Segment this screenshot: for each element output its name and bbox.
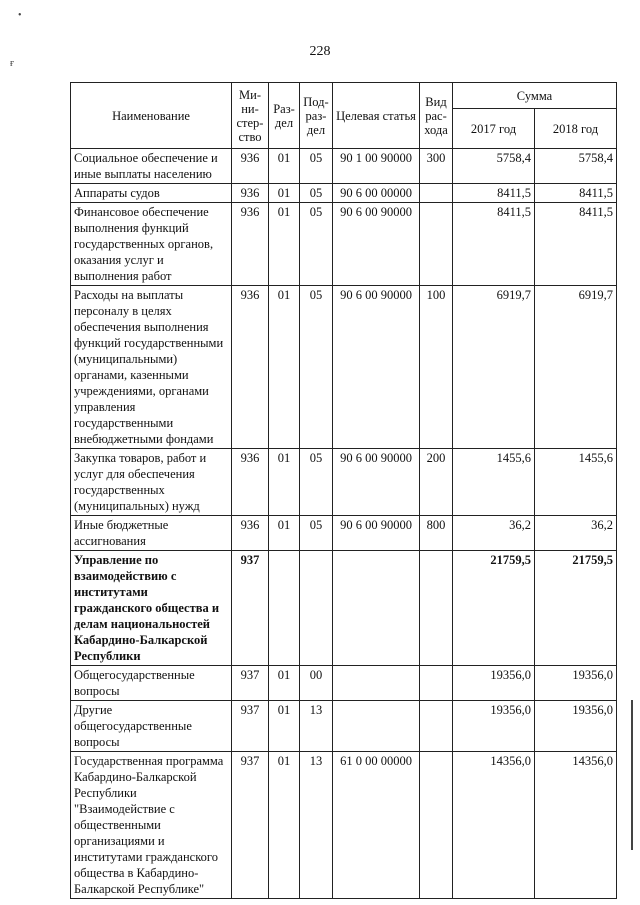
row-subsection: 05	[300, 184, 333, 203]
row-sum-2017: 21759,5	[453, 551, 535, 666]
table-body	[71, 149, 617, 899]
row-subsection: 13	[300, 701, 333, 752]
row-section: 01	[269, 516, 300, 551]
row-name: Другие общегосударственные вопросы	[71, 701, 232, 752]
row-subsection: 13	[300, 752, 333, 899]
row-section: 01	[269, 666, 300, 701]
row-sum-2017: 6919,7	[453, 286, 535, 449]
row-sum-2018: 19356,0	[535, 666, 617, 701]
table-row	[71, 666, 617, 701]
row-ministry: 936	[232, 516, 269, 551]
row-sum-2017: 14356,0	[453, 752, 535, 899]
row-name: Управление по взаимодействию с институтами гражданского общества и делам национальностей Кабардино-Балкарской Республики	[71, 551, 232, 666]
row-expense-type: 100	[420, 286, 453, 449]
row-expense-type	[420, 666, 453, 701]
scan-mark-dot: •	[18, 10, 22, 21]
row-ministry: 936	[232, 286, 269, 449]
row-name: Аппараты судов	[71, 184, 232, 203]
scan-mark-glyph: ғ	[10, 58, 15, 69]
row-ministry: 937	[232, 752, 269, 899]
row-section: 01	[269, 149, 300, 184]
row-sum-2018: 5758,4	[535, 149, 617, 184]
row-sum-2017: 8411,5	[453, 203, 535, 286]
header-year-2017: 2017 год	[453, 109, 535, 149]
row-ministry: 937	[232, 666, 269, 701]
table-row	[71, 551, 617, 666]
table-row	[71, 752, 617, 899]
row-expense-type: 300	[420, 149, 453, 184]
row-subsection: 00	[300, 666, 333, 701]
header-target: Целевая статья	[333, 83, 420, 149]
header-name: Наименование	[71, 83, 232, 149]
row-expense-type: 800	[420, 516, 453, 551]
page-number: 228	[309, 44, 331, 59]
row-sum-2018: 14356,0	[535, 752, 617, 899]
row-sum-2018: 6919,7	[535, 286, 617, 449]
row-target: 90 6 00 90000	[333, 203, 420, 286]
row-section: 01	[269, 203, 300, 286]
table-row	[71, 701, 617, 752]
row-name: Государственная программа Кабардино-Балкарской Республики "Взаимодействие с общественными организациями и институтами гражданского общества в Кабардино-Балкарской Республике"	[71, 752, 232, 899]
row-sum-2018: 8411,5	[535, 203, 617, 286]
row-sum-2017: 8411,5	[453, 184, 535, 203]
row-subsection: 05	[300, 449, 333, 516]
row-ministry: 937	[232, 551, 269, 666]
table-row	[71, 149, 617, 184]
budget-table	[70, 82, 617, 899]
row-subsection: 05	[300, 516, 333, 551]
header-section: Раз-дел	[269, 83, 300, 149]
row-target	[333, 701, 420, 752]
row-section: 01	[269, 449, 300, 516]
row-sum-2018: 21759,5	[535, 551, 617, 666]
row-target: 90 6 00 00000	[333, 184, 420, 203]
row-target: 61 0 00 00000	[333, 752, 420, 899]
row-subsection: 05	[300, 286, 333, 449]
row-name: Социальное обеспечение и иные выплаты населению	[71, 149, 232, 184]
row-section: 01	[269, 752, 300, 899]
table-row	[71, 286, 617, 449]
row-expense-type	[420, 551, 453, 666]
row-target	[333, 551, 420, 666]
table-row	[71, 203, 617, 286]
row-ministry: 936	[232, 184, 269, 203]
row-sum-2017: 5758,4	[453, 149, 535, 184]
row-subsection	[300, 551, 333, 666]
header-expense-type: Вид рас-хода	[420, 83, 453, 149]
row-expense-type	[420, 701, 453, 752]
row-name: Иные бюджетные ассигнования	[71, 516, 232, 551]
table-row	[71, 516, 617, 551]
row-target: 90 1 00 90000	[333, 149, 420, 184]
table-row	[71, 449, 617, 516]
header-sum: Сумма	[453, 83, 617, 109]
row-target: 90 6 00 90000	[333, 449, 420, 516]
row-sum-2017: 19356,0	[453, 666, 535, 701]
row-section: 01	[269, 286, 300, 449]
row-name: Общегосударственные вопросы	[71, 666, 232, 701]
row-sum-2017: 1455,6	[453, 449, 535, 516]
row-sum-2018: 19356,0	[535, 701, 617, 752]
row-sum-2017: 19356,0	[453, 701, 535, 752]
row-section	[269, 551, 300, 666]
row-section: 01	[269, 184, 300, 203]
header-year-2018: 2018 год	[535, 109, 617, 149]
row-section: 01	[269, 701, 300, 752]
row-ministry: 937	[232, 701, 269, 752]
header-ministry: Ми-ни-стер-ство	[232, 83, 269, 149]
row-ministry: 936	[232, 149, 269, 184]
row-name: Расходы на выплаты персоналу в целях обеспечения выполнения функций государственными (муниципальными) органами, казенными учреждениями, органами управления государственными внебюджетными фондами	[71, 286, 232, 449]
row-sum-2018: 8411,5	[535, 184, 617, 203]
row-ministry: 936	[232, 203, 269, 286]
row-subsection: 05	[300, 149, 333, 184]
row-sum-2017: 36,2	[453, 516, 535, 551]
row-sum-2018: 36,2	[535, 516, 617, 551]
row-target: 90 6 00 90000	[333, 516, 420, 551]
row-target	[333, 666, 420, 701]
table-row	[71, 184, 617, 203]
row-target: 90 6 00 90000	[333, 286, 420, 449]
scan-margin-line	[631, 700, 633, 850]
row-name: Финансовое обеспечение выполнения функций государственных органов, оказания услуг и выполнения работ	[71, 203, 232, 286]
row-expense-type	[420, 203, 453, 286]
row-expense-type	[420, 184, 453, 203]
row-subsection: 05	[300, 203, 333, 286]
row-name: Закупка товаров, работ и услуг для обеспечения государственных (муниципальных) нужд	[71, 449, 232, 516]
row-expense-type: 200	[420, 449, 453, 516]
row-ministry: 936	[232, 449, 269, 516]
table-header	[71, 83, 617, 149]
row-sum-2018: 1455,6	[535, 449, 617, 516]
header-subsection: Под-раз-дел	[300, 83, 333, 149]
row-expense-type	[420, 752, 453, 899]
